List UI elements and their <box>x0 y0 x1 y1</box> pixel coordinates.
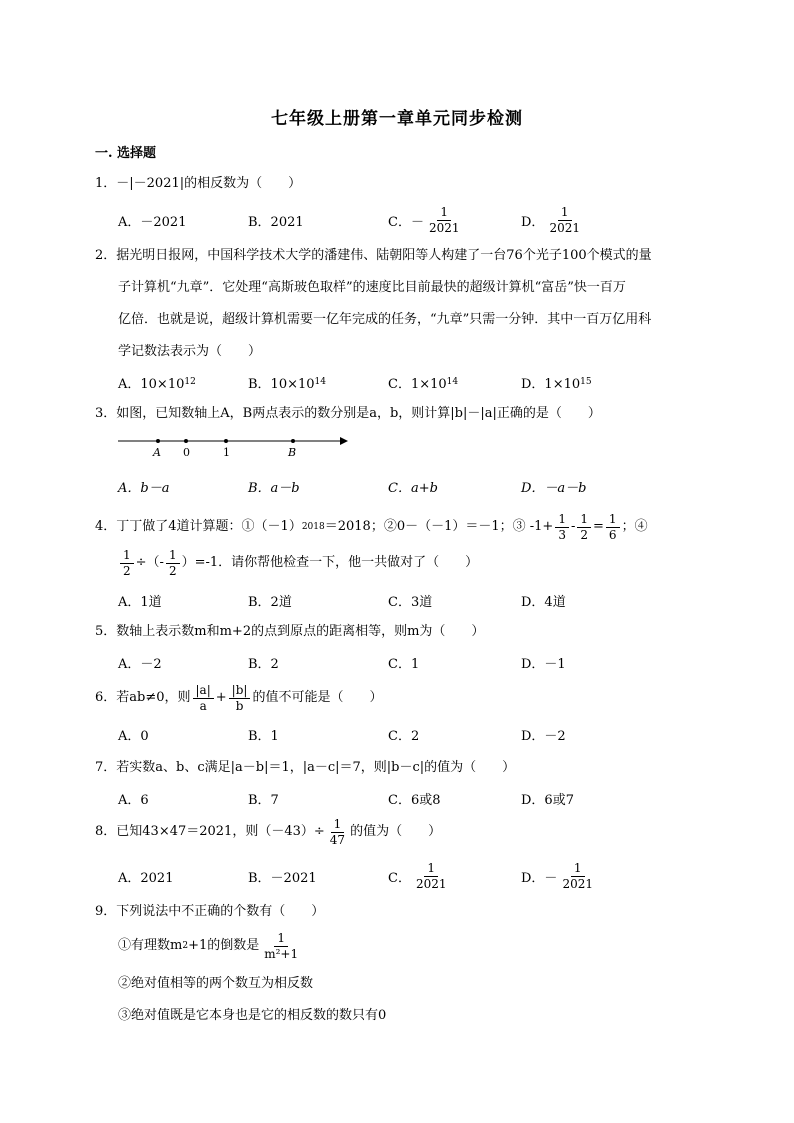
question-5-options <box>118 642 718 682</box>
fraction: $\frac{|b|}{b}$ <box>229 683 251 714</box>
question-2-options <box>118 362 718 402</box>
fraction: $\frac{1}{\text{m²+1}}$ <box>264 930 299 961</box>
question-9-statement-1: ①有理数m 2 +1的倒数是 $\frac{1}{\text{m²+1}}$ <box>118 930 303 962</box>
number-line-figure <box>118 432 358 464</box>
option-b[interactable]: B．－2021 <box>248 870 317 886</box>
option-c[interactable]: C．6或8 <box>388 792 441 808</box>
option-b[interactable]: B．1 <box>248 728 279 744</box>
option-c[interactable]: C．3道 <box>388 594 433 610</box>
option-a[interactable]: A．－2 <box>118 656 162 672</box>
question-2-line-1: 2．据光明日报网，中国科学技术大学的潘建伟、陆朝阳等人构建了一台76个光子100个模式的量 <box>95 248 652 263</box>
question-1-stem: 1．－|－2021|的相反数为（ ） <box>95 176 302 191</box>
option-a[interactable]: A．b－a <box>118 480 170 496</box>
option-b[interactable]: B．2道 <box>248 594 292 610</box>
fraction: $\frac{1}{47}$ <box>329 816 346 847</box>
question-3-options <box>118 466 718 506</box>
question-3-stem: 3．如图，已知数轴上A，B两点表示的数分别是a，b，则计算|b|－|a|正确的是（ ） <box>95 406 601 421</box>
question-6-options <box>118 714 718 754</box>
option-a[interactable]: A．10×10 12 <box>118 376 196 392</box>
option-c[interactable]: C．2 <box>388 728 420 744</box>
option-d[interactable]: D．4道 <box>521 594 566 610</box>
section-heading: 一. 选择题 <box>95 146 157 161</box>
point-one <box>224 439 228 443</box>
fraction: $\frac{1}{2021}$ <box>415 860 447 891</box>
point-b <box>291 439 295 443</box>
option-c[interactable]: C．1×10 14 <box>388 376 459 392</box>
option-d[interactable] <box>521 200 585 240</box>
option-c[interactable]: C．a+b <box>388 480 438 496</box>
option-c[interactable]: C．1 <box>388 656 420 672</box>
question-2-line-2: 子计算机“九章”．它处理“高斯玻色取样”的速度比目前最快的超级计算机“富岳”快一百万 <box>118 280 626 295</box>
fraction: $\frac{1}{2021}$ <box>549 204 580 235</box>
fraction: $\frac{1}{2}$ <box>577 512 591 543</box>
option-d[interactable]: D．6或7 <box>521 792 574 808</box>
option-a[interactable]: A．0 <box>118 728 149 744</box>
question-9-statement-2: ②绝对值相等的两个数互为相反数 <box>118 976 314 991</box>
option-label: D． <box>521 214 545 230</box>
option-label: C．－ <box>388 214 424 230</box>
option-b[interactable]: B．10×10 14 <box>248 376 326 392</box>
option-b[interactable]: B．7 <box>248 792 279 808</box>
option-a[interactable]: A．1道 <box>118 594 162 610</box>
question-8-stem: 8．已知43×47＝2021，则（－43）÷ $\frac{1}{47}$ 的值为（ ） <box>95 816 442 847</box>
question-8-options <box>118 856 718 896</box>
question-9-statement-3: ③绝对值既是它本身也是它的相反数的数只有0 <box>118 1008 387 1023</box>
question-4-line-2: $\frac{1}{2}$ ÷（- $\frac{1}{2}$ ）=-1．请你帮他检查一下，他一共做对了（ ） <box>118 548 478 578</box>
point-a <box>156 439 160 443</box>
label-b: B <box>288 446 297 459</box>
option-c[interactable]: C． $\frac{1}{2021}$ <box>388 856 452 896</box>
option-b[interactable]: B．2021 <box>248 214 304 230</box>
fraction: $\frac{1}{3}$ <box>555 512 569 543</box>
option-d[interactable]: D．－ $\frac{1}{2021}$ <box>521 856 598 896</box>
option-d[interactable]: D．1×10 15 <box>521 376 592 392</box>
question-9-stem: 9．下列说法中不正确的个数有（ ） <box>95 904 325 919</box>
label-a: A <box>153 446 161 459</box>
question-5-stem: 5．数轴上表示数m和m+2的点到原点的距离相等，则m为（ ） <box>95 624 485 639</box>
question-1-options <box>118 200 718 240</box>
option-a[interactable]: A．－2021 <box>118 214 187 230</box>
question-4-options <box>118 580 718 620</box>
axis-arrow <box>340 437 348 445</box>
question-2-line-4: 学记数法表示为（ ） <box>118 344 262 359</box>
fraction: $\frac{1}{2}$ <box>166 548 180 579</box>
option-b[interactable]: B．2 <box>248 656 279 672</box>
question-2-line-3: 亿倍．也就是说，超级计算机需要一亿年完成的任务，“九章”只需一分钟．其中一百万亿用科 <box>118 312 652 327</box>
fraction: $\frac{1}{2021}$ <box>562 860 593 891</box>
option-d[interactable]: D．－a－b <box>521 480 587 496</box>
fraction: $\frac{1}{6}$ <box>606 512 620 543</box>
question-7-stem: 7．若实数a、b、c满足|a－b|＝1，|a－c|＝7，则|b－c|的值为（ ） <box>95 760 516 775</box>
fraction: $\frac{1}{2}$ <box>120 548 134 579</box>
label-one: 1 <box>223 446 230 459</box>
option-a[interactable]: A．6 <box>118 792 149 808</box>
option-d[interactable]: D．－2 <box>521 728 566 744</box>
question-4-line-1: 4．丁丁做了4道计算题：①（－1） 2018 ＝2018；②0－（－1）＝－1；③ -1+ $\frac{1}{3}$ - $\frac{1}{2}$ = $\frac{1}{6}$ ；④ <box>95 511 648 542</box>
label-zero: 0 <box>183 446 190 459</box>
option-c[interactable] <box>388 200 465 240</box>
fraction: $\frac{1}{2021}$ <box>428 204 460 235</box>
option-d[interactable]: D．－1 <box>521 656 566 672</box>
question-7-options <box>118 778 718 818</box>
option-b[interactable]: B．a－b <box>248 480 300 496</box>
option-a[interactable]: A．2021 <box>118 870 174 886</box>
page-title: 七年级上册第一章单元同步检测 <box>271 109 523 129</box>
point-zero <box>184 439 188 443</box>
question-6-stem: 6．若ab≠0，则 $\frac{|a|}{a}$ + $\frac{|b|}{b}$ 的值不可能是（ ） <box>95 682 383 713</box>
fraction: $\frac{|a|}{a}$ <box>193 683 214 714</box>
